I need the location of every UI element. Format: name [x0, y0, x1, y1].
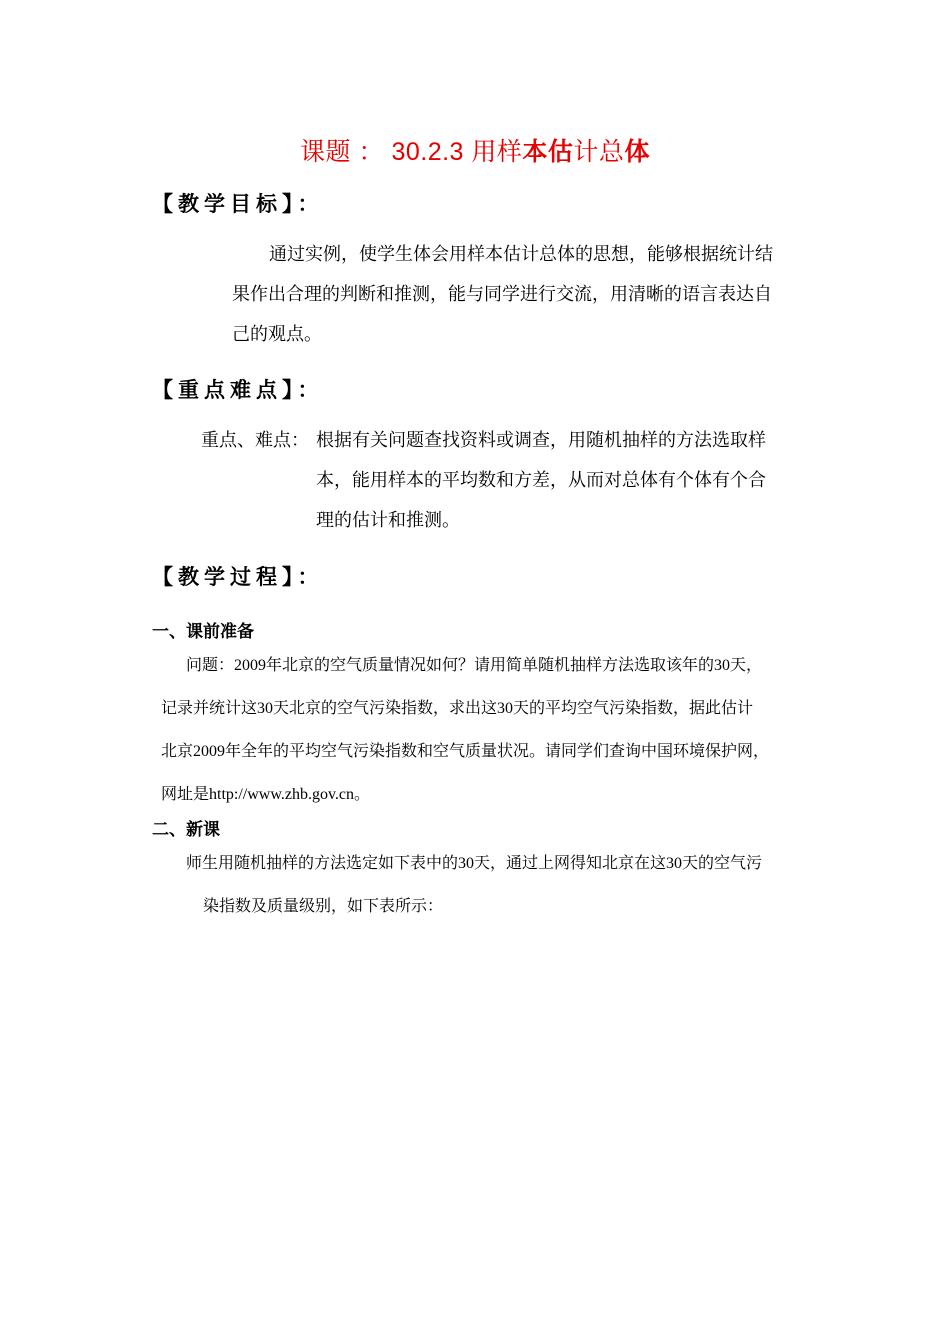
objectives-line-3: 己的观点。	[232, 324, 322, 345]
part2-title: 二、新课	[152, 820, 220, 840]
part1-title: 一、课前准备	[152, 622, 254, 642]
lesson-title-part1: 课题 ： 30.2.3 用样	[300, 138, 523, 166]
part1-line-3: 北京2009年全年的平均空气污染指数和空气质量状况。请同学们查询中国环境保护网，	[161, 743, 770, 760]
keypoints-line-1: 根据有关问题查找资料或调查，用随机抽样的方法选取样	[316, 430, 766, 451]
part1-line-1: 问题：2009年北京的空气质量情况如何？请用简单随机抽样方法选取该年的30天，	[186, 657, 763, 674]
objectives-heading: 【教学目标】：	[152, 191, 324, 216]
keypoints-line-2: 本，能用样本的平均数和方差，从而对总体有个体有个合	[316, 470, 766, 491]
part2-line-2: 染指数及质量级别，如下表所示：	[203, 898, 444, 915]
part2-paragraph	[186, 842, 806, 928]
keypoints-paragraph	[316, 421, 806, 541]
objectives-line-2: 果作出合理的判断和推测，能与同学进行交流，用清晰的语言表达自	[232, 284, 772, 305]
lesson-title	[0, 132, 950, 168]
part1-line-2: 记录并统计这30天北京的空气污染指数，求出这30天的平均空气污染指数，据此估计	[161, 700, 754, 717]
keypoints-line-3: 理的估计和推测。	[316, 510, 460, 531]
part1-paragraph	[161, 644, 806, 816]
objectives-line-1: 通过实例，使学生体会用样本估计总体的思想，能够根据统计结	[269, 244, 773, 265]
lesson-title-part2: 本估	[522, 138, 574, 166]
lesson-title-part4: 体	[624, 138, 650, 166]
part1-line-4: 网址是http://www.zhb.gov.cn。	[161, 786, 371, 803]
keypoints-heading: 【重点难点】：	[152, 377, 324, 402]
keypoints-label: 重点、难点：	[201, 430, 309, 451]
part2-line-1: 师生用随机抽样的方法选定如下表中的30天，通过上网得知北京在这30天的空气污	[186, 855, 763, 872]
objectives-paragraph	[232, 235, 806, 355]
process-heading: 【教学过程】：	[152, 564, 324, 589]
lesson-title-part3: 计总	[573, 138, 625, 166]
